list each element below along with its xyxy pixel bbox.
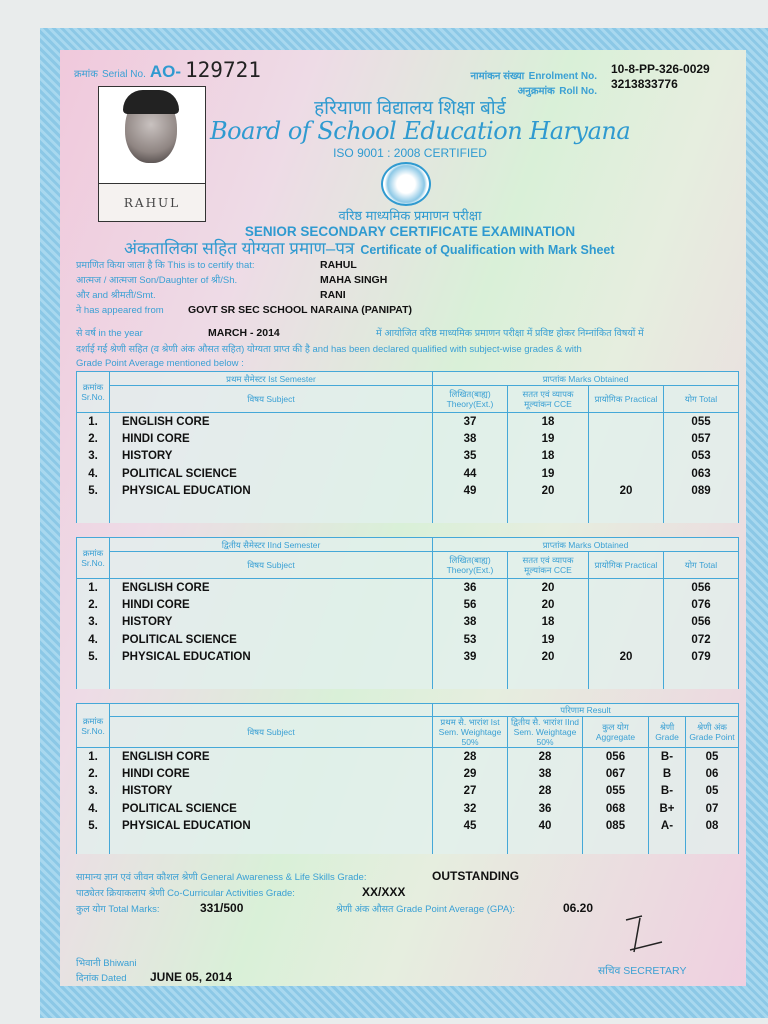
secretary-signature — [612, 912, 672, 962]
cell-practical — [589, 465, 664, 483]
cell-gp: 05 — [686, 748, 739, 766]
dated-label: दिनांक Dated — [76, 973, 127, 984]
cell-aggregate: 055 — [583, 783, 649, 801]
cell-theory: 35 — [433, 448, 508, 466]
cell-sem1: 27 — [433, 783, 508, 801]
cell-subject: HISTORY — [110, 783, 433, 801]
roll-value: 3213833776 — [611, 77, 678, 91]
cell-sr: 1. — [77, 413, 110, 431]
cell-subject: PHYSICAL EDUCATION — [110, 649, 433, 667]
year-row — [76, 327, 644, 340]
father-name: MAHA SINGH — [320, 274, 388, 286]
school-label: ने has appeared from — [76, 305, 164, 316]
table-row — [77, 596, 739, 614]
cell-subject: ENGLISH CORE — [110, 579, 433, 597]
header-total: योग Total — [664, 552, 739, 579]
cell-practical: 20 — [589, 483, 664, 501]
father-row — [76, 274, 387, 287]
cell-sr: 3. — [77, 783, 110, 801]
father-label: आत्मज / आत्मजा Son/Daughter of श्री/Sh. — [76, 275, 238, 286]
cell-sr: 2. — [77, 430, 110, 448]
cell-sem2: 28 — [508, 748, 583, 766]
cell-practical — [589, 430, 664, 448]
statement-line-1: में आयोजित वरिष्ठ माध्यमिक प्रमाणन परीक्षा में प्रविष्ट होकर निम्नांकित विषयों में — [376, 328, 644, 339]
cell-grade: B- — [649, 748, 686, 766]
cell-theory: 49 — [433, 483, 508, 501]
cert-title-english: Certificate of Qualification with Mark Sheet — [360, 243, 615, 257]
cell-sem1: 45 — [433, 818, 508, 836]
board-name-english: Board of School Education Haryana — [210, 117, 631, 145]
cell-sem2: 38 — [508, 765, 583, 783]
cell-sr: 4. — [77, 631, 110, 649]
cell-total: 053 — [664, 448, 739, 466]
cell-aggregate: 085 — [583, 818, 649, 836]
cell-cce: 19 — [508, 465, 589, 483]
cell-cce: 20 — [508, 579, 589, 597]
cell-cce: 18 — [508, 448, 589, 466]
cell-sr: 1. — [77, 579, 110, 597]
table-row — [77, 430, 739, 448]
mother-row — [76, 289, 346, 302]
cell-sr: 2. — [77, 596, 110, 614]
cell-sr: 4. — [77, 465, 110, 483]
cell-cce: 18 — [508, 413, 589, 431]
header-aggregate: कुल योग Aggregate — [583, 717, 649, 748]
cell-theory: 37 — [433, 413, 508, 431]
serial-value: 129721 — [185, 58, 261, 82]
semester-2-table — [76, 537, 739, 689]
cell-total: 055 — [664, 413, 739, 431]
cell-sr: 5. — [77, 649, 110, 667]
roll-label-hi: अनुक्रमांक — [517, 86, 555, 97]
cell-subject: PHYSICAL EDUCATION — [110, 483, 433, 501]
cell-theory: 44 — [433, 465, 508, 483]
cert-title-hindi: अंकतालिका सहित योग्यता प्रमाण–पत्र — [124, 239, 355, 258]
cell-practical — [589, 579, 664, 597]
table-row — [77, 649, 739, 667]
table-row — [77, 614, 739, 632]
secretary-label: सचिव SECRETARY — [598, 965, 687, 977]
header-practical: प्रायोगिक Practical — [589, 552, 664, 579]
totals-row — [76, 901, 593, 917]
statement-line-2: दर्शाई गई श्रेणी सहित (व श्रेणी अंक औसत सहित) योग्यता प्राप्त की है and has been declared qualified with subject-wise grades & with — [76, 344, 582, 355]
header-result: परिणाम Result — [433, 704, 739, 717]
serial-prefix: AO- — [149, 62, 182, 81]
header-cce: सतत एवं व्यापक मूल्यांकन CCE — [508, 386, 589, 413]
cell-sr: 5. — [77, 483, 110, 501]
cell-theory: 38 — [433, 614, 508, 632]
date-row — [76, 970, 232, 986]
cell-sr: 2. — [77, 765, 110, 783]
cell-aggregate: 067 — [583, 765, 649, 783]
cell-gp: 08 — [686, 818, 739, 836]
table-row — [77, 579, 739, 597]
header-grade-point: श्रेणी अंक Grade Point — [686, 717, 739, 748]
issue-date: JUNE 05, 2014 — [150, 970, 233, 984]
year-label: से वर्ष in the year — [76, 328, 143, 339]
cell-practical — [589, 614, 664, 632]
header-marks-obtained: प्राप्तांक Marks Obtained — [433, 372, 739, 386]
serial-label-hi: क्रमांक — [74, 69, 98, 80]
cell-practical — [589, 631, 664, 649]
table-row — [77, 413, 739, 431]
header-theory: लिखित(बाह्य) Theory(Ext.) — [433, 386, 508, 413]
cell-grade: B — [649, 765, 686, 783]
cell-total: 063 — [664, 465, 739, 483]
cell-sem2: 40 — [508, 818, 583, 836]
student-photo — [98, 86, 206, 222]
semester-1-table — [76, 371, 739, 523]
cell-cce: 20 — [508, 483, 589, 501]
cell-total: 056 — [664, 614, 739, 632]
header-semester-title: द्वितीय सैमेस्टर IInd Semester — [110, 538, 433, 552]
table-row — [77, 783, 739, 801]
cell-cce: 18 — [508, 614, 589, 632]
cell-sem2: 36 — [508, 800, 583, 818]
photo-signature: RAHUL — [99, 183, 205, 221]
cell-subject: POLITICAL SCIENCE — [110, 631, 433, 649]
cell-subject: ENGLISH CORE — [110, 748, 433, 766]
cell-total: 056 — [664, 579, 739, 597]
header-total: योग Total — [664, 386, 739, 413]
certify-label: प्रमाणित किया जाता है कि This is to certify that: — [76, 260, 255, 271]
cell-cce: 19 — [508, 631, 589, 649]
cell-cce: 20 — [508, 596, 589, 614]
cell-sem1: 32 — [433, 800, 508, 818]
result-table — [76, 703, 739, 854]
awareness-row — [76, 869, 519, 885]
header-srno: क्रमांक Sr.No. — [77, 538, 110, 579]
header-sem1-weightage: प्रथम सै. भारांश Ist Sem. Weightage 50% — [433, 717, 508, 748]
total-marks: 331/500 — [200, 901, 244, 915]
cell-subject: HINDI CORE — [110, 430, 433, 448]
cell-total: 079 — [664, 649, 739, 667]
header-grade: श्रेणी Grade — [649, 717, 686, 748]
cell-practical: 20 — [589, 649, 664, 667]
cell-theory: 39 — [433, 649, 508, 667]
cell-total: 076 — [664, 596, 739, 614]
header-cce: सतत एवं व्यापक मूल्यांकन CCE — [508, 552, 589, 579]
student-name: RAHUL — [320, 259, 357, 271]
cell-sr: 4. — [77, 800, 110, 818]
cell-sr: 1. — [77, 748, 110, 766]
cocurricular-row — [76, 885, 405, 901]
gpa-value: 06.20 — [563, 901, 594, 915]
header-marks-obtained: प्राप्तांक Marks Obtained — [433, 538, 739, 552]
table-row — [77, 483, 739, 501]
enrolment-label-en: Enrolment No. — [528, 71, 597, 82]
exam-year: MARCH - 2014 — [208, 327, 280, 339]
cell-theory: 53 — [433, 631, 508, 649]
header-srno: क्रमांक Sr.No. — [77, 372, 110, 413]
cell-sr: 3. — [77, 614, 110, 632]
header-srno: क्रमांक Sr.No. — [77, 704, 110, 748]
cell-theory: 38 — [433, 430, 508, 448]
cell-theory: 36 — [433, 579, 508, 597]
certificate-title — [124, 240, 615, 259]
school-row — [76, 304, 412, 317]
cell-total: 072 — [664, 631, 739, 649]
cell-sr: 5. — [77, 818, 110, 836]
cell-grade: B- — [649, 783, 686, 801]
cell-practical — [589, 596, 664, 614]
table-row — [77, 631, 739, 649]
cell-gp: 06 — [686, 765, 739, 783]
cell-grade: B+ — [649, 800, 686, 818]
cell-grade: A- — [649, 818, 686, 836]
iso-certification: ISO 9001 : 2008 CERTIFIED — [333, 146, 487, 160]
table-row — [77, 800, 739, 818]
cell-subject: HINDI CORE — [110, 765, 433, 783]
total-marks-label: कुल योग Total Marks: — [76, 904, 160, 915]
cell-sr: 3. — [77, 448, 110, 466]
serial-number — [74, 58, 261, 87]
table-row — [77, 748, 739, 766]
cell-subject: HISTORY — [110, 614, 433, 632]
table-row — [77, 448, 739, 466]
cell-total: 057 — [664, 430, 739, 448]
cell-practical — [589, 413, 664, 431]
awareness-grade: OUTSTANDING — [432, 869, 520, 883]
header-semester-title: प्रथम सैमेस्टर Ist Semester — [110, 372, 433, 386]
board-logo-icon — [381, 162, 431, 206]
table-row — [77, 465, 739, 483]
statement-line-3: Grade Point Average mentioned below : — [76, 358, 244, 369]
enrolment-value: 10-8-PP-326-0029 — [611, 62, 710, 76]
cell-subject: HINDI CORE — [110, 596, 433, 614]
place-label: भिवानी Bhiwani — [76, 958, 137, 969]
board-name-hindi: हरियाणा विद्यालय शिक्षा बोर्ड — [314, 98, 506, 119]
cell-gp: 07 — [686, 800, 739, 818]
gpa-label: श्रेणी अंक औसत Grade Point Average (GPA): — [336, 904, 516, 915]
header-subject: विषय Subject — [110, 552, 433, 579]
cell-aggregate: 068 — [583, 800, 649, 818]
cell-total: 089 — [664, 483, 739, 501]
cell-subject: ENGLISH CORE — [110, 413, 433, 431]
cell-subject: POLITICAL SCIENCE — [110, 465, 433, 483]
awareness-label: सामान्य ज्ञान एवं जीवन कौशल श्रेणी General Awareness & Life Skills Grade: — [76, 872, 367, 883]
cell-sem1: 28 — [433, 748, 508, 766]
serial-label: Serial No. — [101, 69, 146, 80]
mother-name: RANI — [320, 289, 346, 301]
exam-title-english: SENIOR SECONDARY CERTIFICATE EXAMINATION — [244, 224, 576, 239]
photo-hair — [123, 90, 179, 114]
exam-title-hindi: वरिष्ठ माध्यमिक प्रमाणन परीक्षा — [338, 208, 482, 223]
table-row — [77, 818, 739, 836]
school-name: GOVT SR SEC SCHOOL NARAINA (PANIPAT) — [188, 304, 413, 316]
cell-cce: 19 — [508, 430, 589, 448]
header-theory: लिखित(बाह्य) Theory(Ext.) — [433, 552, 508, 579]
cocurricular-label: पाठ्येतर क्रियाकलाप श्रेणी Co-Curricular Activities Grade: — [76, 888, 295, 899]
cell-sem1: 29 — [433, 765, 508, 783]
cell-aggregate: 056 — [583, 748, 649, 766]
table-row — [77, 765, 739, 783]
cell-theory: 56 — [433, 596, 508, 614]
header-sem2-weightage: द्वितीय सै. भारांश IInd Sem. Weightage 50% — [508, 717, 583, 748]
header-subject: विषय Subject — [110, 386, 433, 413]
cocurricular-grade: XX/XXX — [362, 885, 406, 899]
cell-cce: 20 — [508, 649, 589, 667]
header-practical: प्रायोगिक Practical — [589, 386, 664, 413]
enrolment-label-hi: नामांकन संख्या — [470, 71, 525, 82]
certify-row — [76, 259, 357, 272]
cell-subject: PHYSICAL EDUCATION — [110, 818, 433, 836]
cell-sem2: 28 — [508, 783, 583, 801]
cell-subject: POLITICAL SCIENCE — [110, 800, 433, 818]
mother-label: और and श्रीमती/Smt. — [76, 290, 156, 301]
cell-practical — [589, 448, 664, 466]
cell-subject: HISTORY — [110, 448, 433, 466]
roll-label-en: Roll No. — [559, 86, 597, 97]
header-subject: विषय Subject — [110, 717, 433, 748]
cell-gp: 05 — [686, 783, 739, 801]
